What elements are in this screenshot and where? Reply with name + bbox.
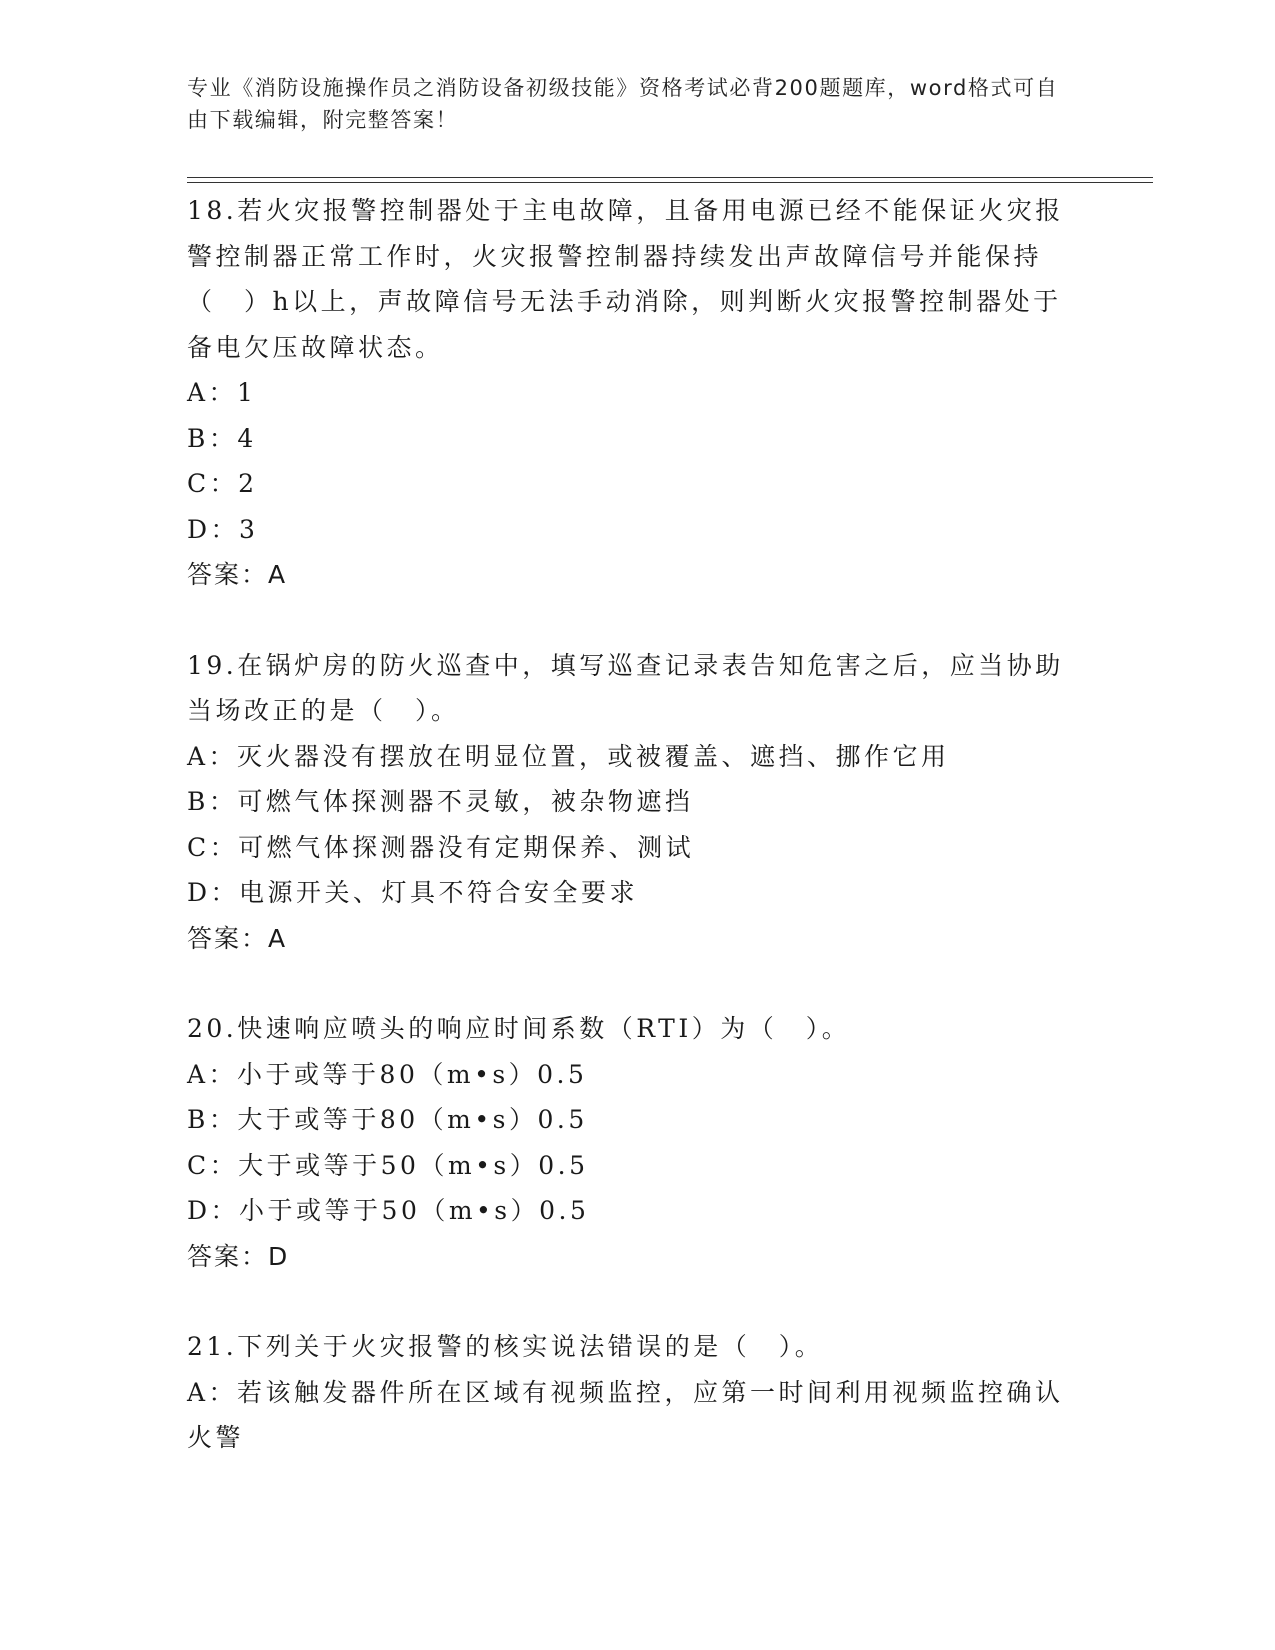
option-a: A：1 [187, 378, 257, 407]
question-stem: 20.快速响应喷头的响应时间系数（RTI）为（ ）。 [187, 1014, 851, 1043]
question-stem: 19.在锅炉房的防火巡查中，填写巡查记录表告知危害之后，应当协助当场改正的是（ ）。 [187, 650, 1064, 725]
option-d: D：3 [187, 514, 259, 544]
option-a: A：小于或等于80（m•s）0.5 [187, 1059, 588, 1089]
answer-line: 答案：A [187, 560, 288, 589]
question-spacer [187, 961, 1087, 1006]
option-a: A：灭火器没有摆放在明显位置，或被覆盖、遮挡、挪作它用 [187, 741, 950, 771]
question-stem: 18.若火灾报警控制器处于主电故障，且备用电源已经不能保证火灾报警控制器正常工作时，火灾报警控制器持续发出声故障信号并能保持（ ）h以上，声故障信号无法手动消除，则判断火灾报警控制器处于备电欠压故障状态。 [187, 196, 1064, 362]
question-20 [187, 1006, 1087, 1279]
question-list [187, 188, 1087, 1461]
question-spacer [187, 1279, 1087, 1324]
header-divider-bottom [187, 182, 1153, 183]
document-header: 专业《消防设施操作员之消防设备初级技能》资格考试必背200题题库，word格式可自由下载编辑，附完整答案！ [187, 76, 1059, 132]
option-d: D：电源开关、灯具不符合安全要求 [187, 878, 639, 907]
option-c: C：2 [187, 469, 258, 498]
answer-line: 答案：A [187, 923, 288, 953]
answer-line: 答案：D [187, 1241, 290, 1271]
option-b: B：可燃气体探测器不灵敏，被杂物遮挡 [187, 787, 694, 816]
question-stem: 21.下列关于火灾报警的核实说法错误的是（ ）。 [187, 1332, 824, 1361]
option-b: B：大于或等于80（m•s）0.5 [187, 1105, 588, 1134]
option-a: A：若该触发器件所在区域有视频监控，应第一时间利用视频监控确认火警 [187, 1377, 1064, 1452]
option-c: C：大于或等于50（m•s）0.5 [187, 1150, 589, 1180]
question-18 [187, 188, 1087, 598]
question-19 [187, 643, 1087, 962]
option-b: B：4 [187, 423, 257, 453]
option-c: C：可燃气体探测器没有定期保养、测试 [187, 832, 695, 862]
question-21 [187, 1324, 1087, 1461]
header-divider-top [187, 177, 1153, 178]
option-d: D：小于或等于50（m•s）0.5 [187, 1196, 590, 1225]
question-spacer [187, 598, 1087, 643]
